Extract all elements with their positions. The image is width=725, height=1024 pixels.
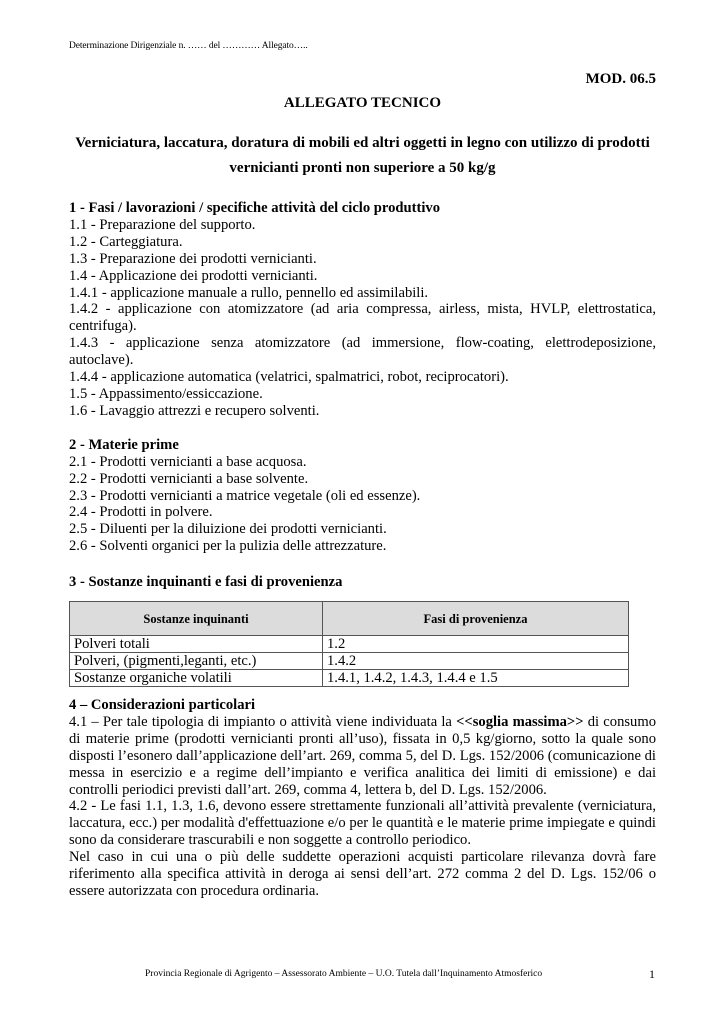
section-1-heading: 1 - Fasi / lavorazioni / specifiche attività del ciclo produttivo [69, 200, 441, 216]
paragraph-text: 4.1 – Per tale tipologia di impianto o attività viene individuata la [69, 713, 457, 730]
threshold-emphasis: <<soglia massima>> [456, 713, 584, 730]
list-item: 1.3 - Preparazione dei prodotti vernicianti. [69, 250, 317, 267]
table-cell: Sostanze organiche volatili [70, 670, 323, 687]
table-cell: 1.4.2 [323, 653, 629, 670]
document-title: ALLEGATO TECNICO [283, 95, 442, 111]
section-4 [69, 697, 656, 900]
list-item: 1.4.2 - applicazione con atomizzatore (ad aria compressa, airless, mista, HVLP, elettrostatica, centrifuga). [69, 301, 656, 335]
list-item: 2.4 - Prodotti in polvere. [69, 504, 213, 521]
page-footer: Provincia Regionale di Agrigento – Assessorato Ambiente – U.O. Tutela dall’Inquinamento Atmosferico [145, 969, 543, 979]
table-cell: Polveri, (pigmenti,leganti, etc.) [70, 653, 323, 670]
table-row [70, 636, 629, 653]
list-item: 1.4.1 - applicazione manuale a rullo, pennello ed assimilabili. [69, 284, 429, 301]
section-2-heading: 2 - Materie prime [69, 436, 179, 453]
running-header: Determinazione Dirigenziale n. …… del ………… Allegato….. [69, 41, 308, 51]
list-item: 1.4.4 - applicazione automatica (velatrici, spalmatrici, robot, reciprocatori). [69, 369, 509, 386]
spacer [69, 420, 656, 437]
list-item: 1.4 - Applicazione dei prodotti vernicianti. [69, 267, 318, 284]
section-2 [69, 437, 656, 555]
list-item: 1.4.3 - applicazione senza atomizzatore (ad immersione, flow-coating, elettrodeposizione, autoclave). [69, 335, 656, 369]
section-4-heading: 4 – Considerazioni particolari [69, 697, 256, 714]
module-code: MOD. 06.5 [585, 71, 656, 87]
list-item: 1.5 - Appassimento/essiccazione. [69, 385, 263, 402]
document-subtitle: Verniciatura, laccatura, doratura di mobili ed altri oggetti in legno con utilizzo di prodotti vernicianti pronti non superiore a 50 kg/g [75, 135, 650, 176]
table-header-row [70, 602, 629, 636]
table-cell: Polveri totali [70, 636, 323, 653]
spacer [69, 555, 656, 574]
page-number: 1 [649, 967, 655, 981]
table-cell: 1.4.1, 1.4.2, 1.4.3, 1.4.4 e 1.5 [323, 670, 629, 687]
list-item: 2.1 - Prodotti vernicianti a base acquosa. [69, 453, 307, 470]
paragraph-text: di consumo di materie prime (prodotti vernicianti pronti all’uso), fissata in 0,5 kg/giorno, sotto la quale sono disposti l’esonero dall’applicazione dell’art. 269, comma 5, del D. Lgs. 152/2006 (comunicazione di messa in esercizio e a regime dell’impianto e verifica analitica dei limiti di emissione) e dai controlli periodici previsti dall’art. 269, comma 4, lettera b, del D. Lgs. 152/2006. [69, 713, 656, 798]
paragraph-4-1 [69, 714, 656, 799]
list-item: 2.2 - Prodotti vernicianti a base solvente. [69, 470, 309, 487]
list-item: 2.3 - Prodotti vernicianti a matrice vegetale (oli ed essenze). [69, 487, 421, 504]
list-item: 2.6 - Solventi organici per la pulizia delle attrezzature. [69, 538, 387, 555]
column-header: Fasi di provenienza [323, 602, 629, 636]
section-3 [69, 574, 656, 687]
column-header: Sostanze inquinanti [70, 602, 323, 636]
paragraph-4-2: 4.2 - Le fasi 1.1, 1.3, 1.6, devono essere strettamente funzionali all’attività prevalente (verniciatura, laccatura, ecc.) per modalità d'effettuazione e/o per le quantità e le materie prime impiegate e quindi sono da considerare trascurabili e non soggette a controllo periodico. [69, 798, 656, 849]
section-3-heading: 3 - Sostanze inquinanti e fasi di provenienza [69, 574, 343, 591]
table-cell: 1.2 [323, 636, 629, 653]
list-item: 1.1 - Preparazione del supporto. [69, 216, 256, 233]
list-item: 1.2 - Carteggiatura. [69, 233, 183, 250]
paragraph-4-3: Nel caso in cui una o più delle suddette operazioni acquisti particolare rilevanza dovrà fare riferimento alla specifica attività in deroga ai sensi dell’art. 272 comma 2 del D. Lgs. 152/06 o essere autorizzata con procedura ordinaria. [69, 849, 656, 899]
list-item: 1.6 - Lavaggio attrezzi e recupero solventi. [69, 402, 320, 419]
table-row [70, 653, 629, 670]
document-body [69, 200, 656, 900]
section-1 [69, 200, 656, 420]
pollutants-table [69, 601, 629, 687]
list-item: 2.5 - Diluenti per la diluizione dei prodotti vernicianti. [69, 521, 387, 538]
table-row [70, 670, 629, 687]
